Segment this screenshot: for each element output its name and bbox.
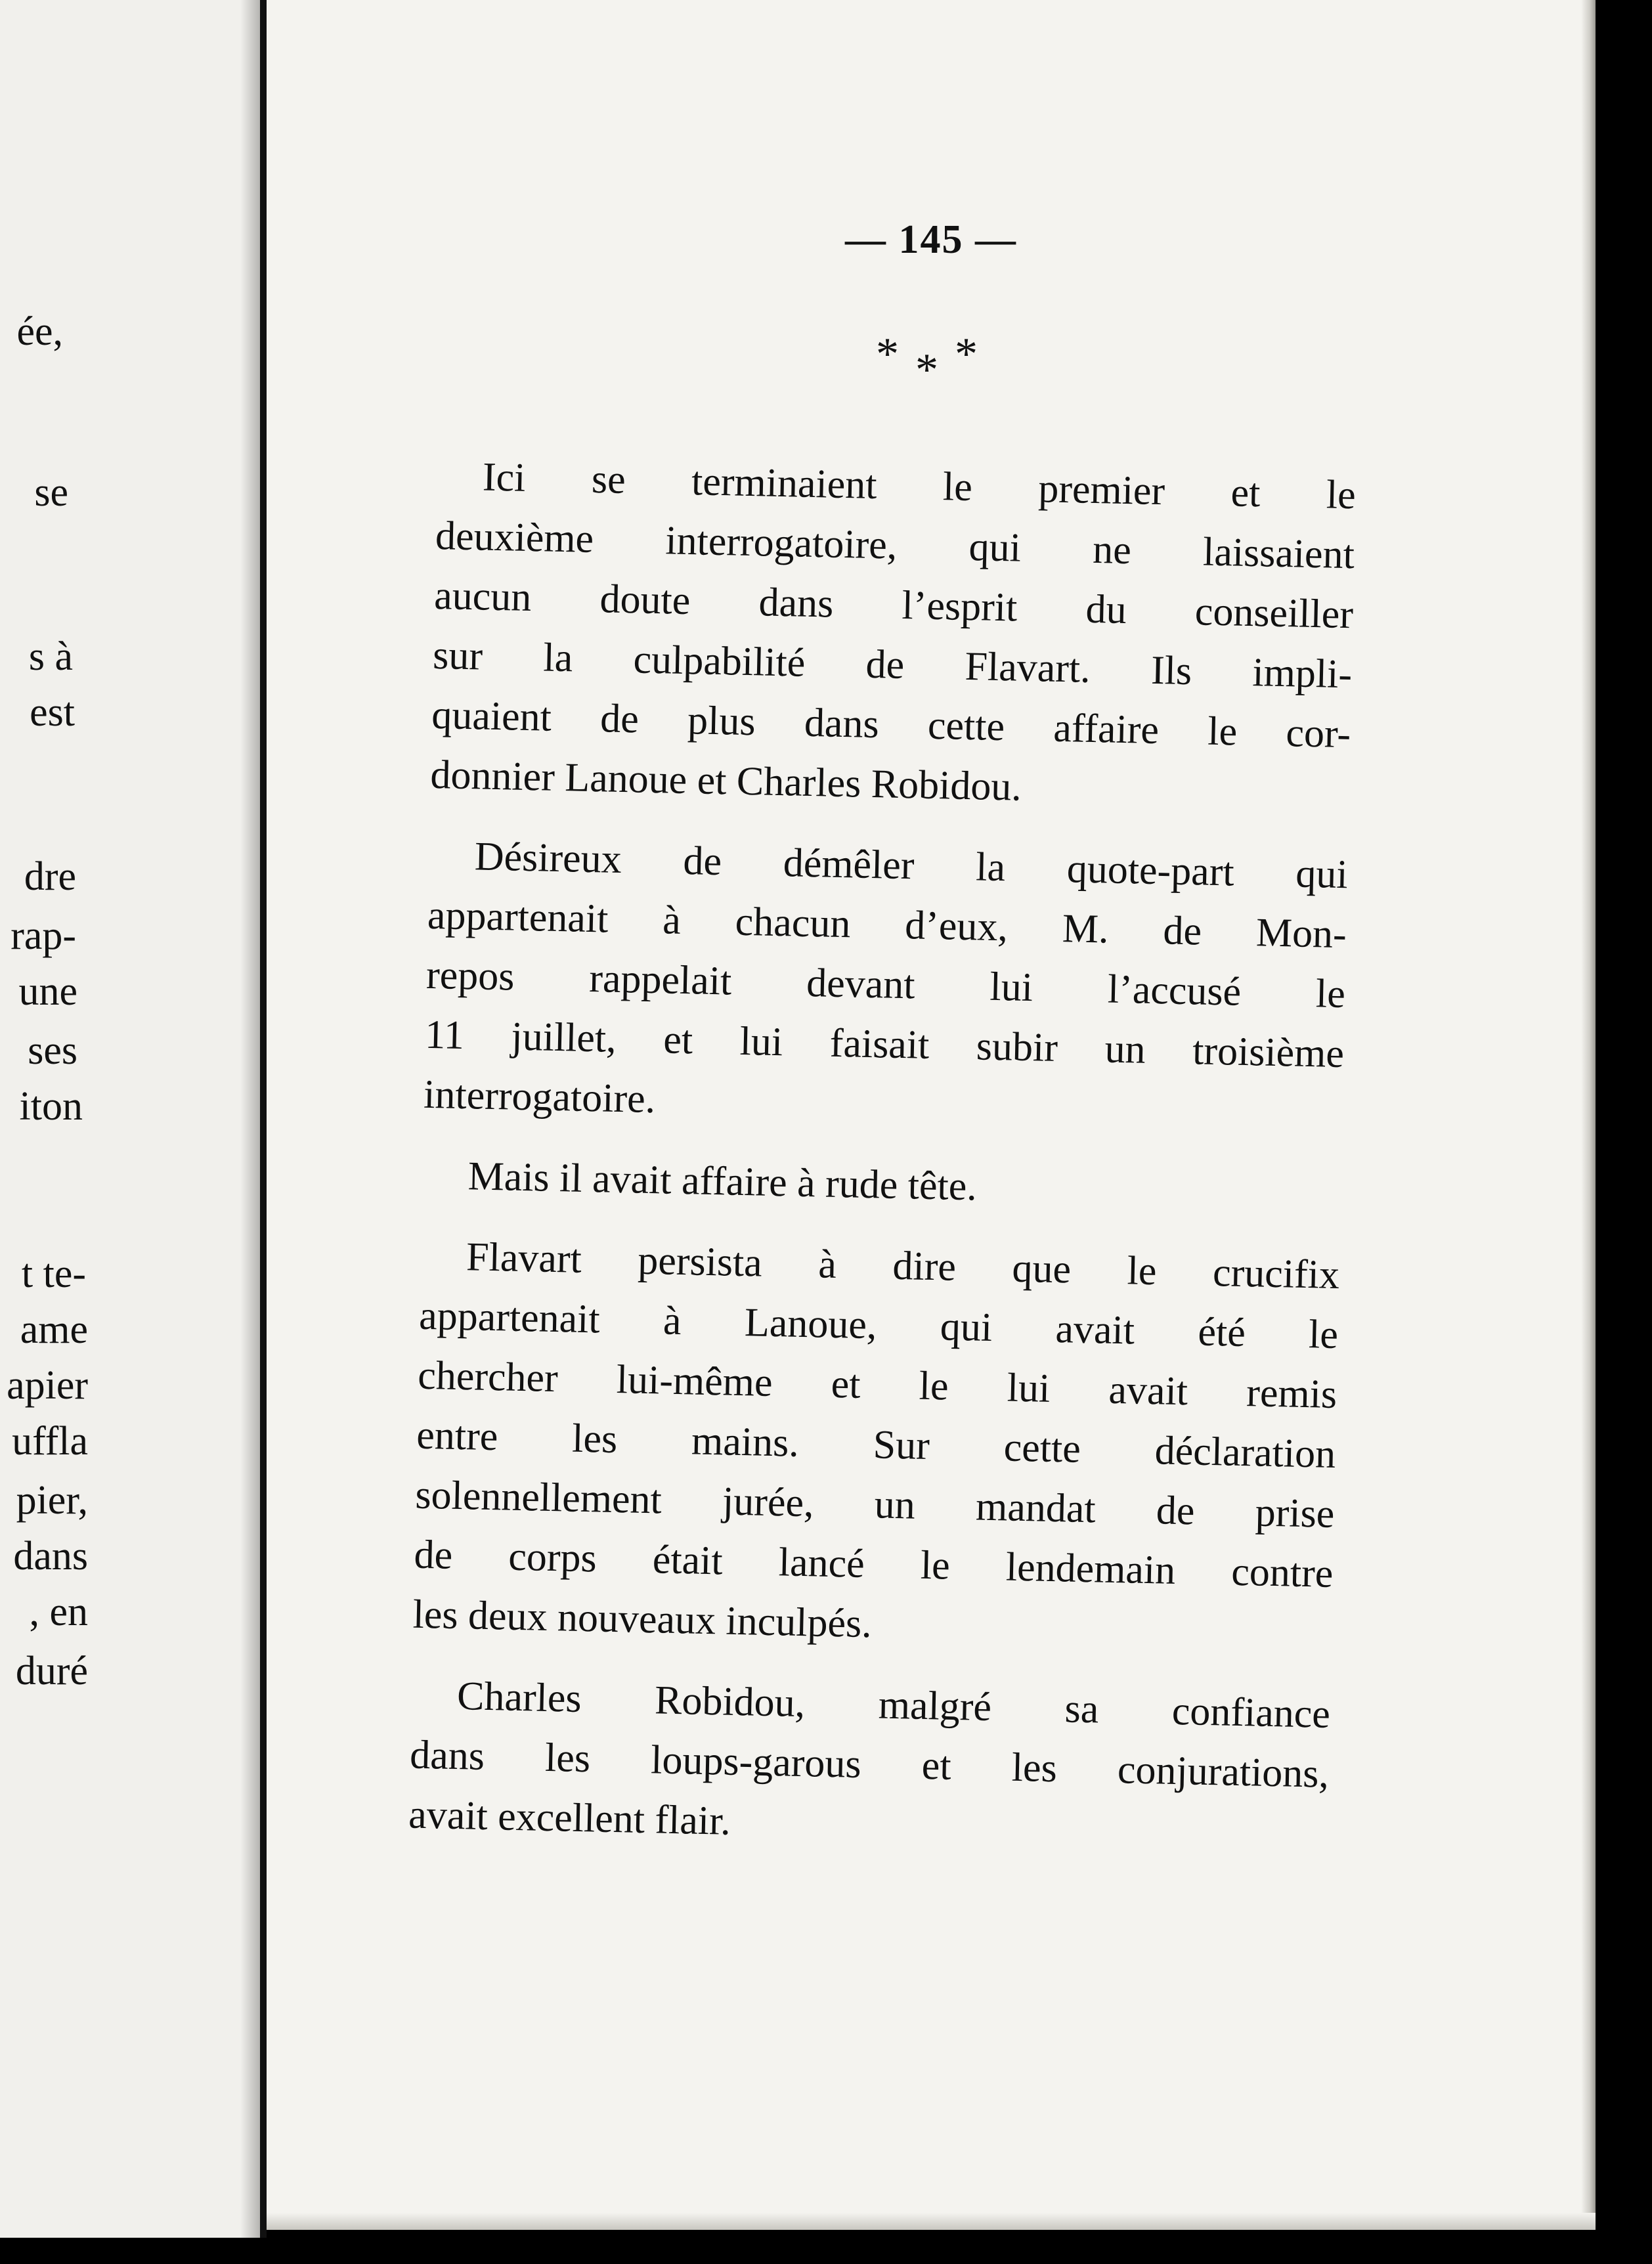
text-line: interrogatoire. xyxy=(423,1072,656,1122)
text-line: Charles Robidou, malgré sa confiance xyxy=(456,1674,1331,1737)
asterism-divider xyxy=(267,328,1596,401)
text-line: quaient de plus dans cette affaire le cor- xyxy=(431,692,1351,757)
left-page-line: ses xyxy=(28,1028,77,1073)
text-line: deuxième interrogatoire, qui ne laissaient xyxy=(435,513,1355,578)
left-page-line: uffla xyxy=(12,1419,88,1464)
left-page-line: dans xyxy=(13,1534,88,1578)
left-page-line: apier xyxy=(7,1363,88,1408)
page-number: — 145 — xyxy=(845,217,1017,262)
text-line: Ici se terminaient le premier et le xyxy=(482,454,1357,518)
asterism-star: * xyxy=(876,329,899,380)
left-page-line: pier, xyxy=(16,1478,88,1523)
left-page-line: est xyxy=(30,690,75,735)
left-page-line: dre xyxy=(24,854,76,899)
asterism-star: * xyxy=(955,329,978,380)
text-line: Mais il avait affaire à rude tête. xyxy=(467,1154,978,1209)
text-line: aucun doute dans l’esprit du conseiller xyxy=(433,573,1354,638)
left-page-line: t te- xyxy=(21,1252,86,1296)
text-line: entre les mains. Sur cette déclaration xyxy=(416,1412,1336,1477)
text-line: repos rappelait devant lui l’accusé le xyxy=(425,952,1346,1017)
text-line: chercher lui-même et le lui avait remis xyxy=(417,1353,1337,1418)
text-line: de corps était lancé le lendemain contre xyxy=(413,1532,1334,1596)
left-page-line: duré xyxy=(15,1649,88,1693)
left-page-fragment xyxy=(0,0,260,2238)
text-line: Flavart persista à dire que le crucifix xyxy=(466,1234,1340,1298)
text-line: appartenait à Lanoue, qui avait été le xyxy=(418,1293,1339,1358)
text-line: dans les loups-garous et les conjurations, xyxy=(409,1732,1330,1796)
gutter-shadow xyxy=(240,0,260,2238)
text-line: sur la culpabilité de Flavart. Ils impli- xyxy=(432,632,1353,697)
paragraph xyxy=(423,826,1348,1144)
body-text xyxy=(408,446,1357,1885)
left-page-line: , en xyxy=(29,1590,88,1634)
right-page xyxy=(267,0,1596,2230)
text-line: donnier Lanoue et Charles Robidou. xyxy=(429,752,1022,810)
paragraph xyxy=(412,1227,1340,1664)
left-page-line: une xyxy=(18,969,77,1014)
paragraph xyxy=(430,446,1357,824)
left-page-line: ée, xyxy=(16,309,63,354)
left-page-line: iton xyxy=(19,1084,83,1129)
text-line: solennellement jurée, un mandat de prise xyxy=(414,1472,1335,1536)
text-line: avait excellent flair. xyxy=(408,1792,731,1844)
left-page-line: rap- xyxy=(11,913,76,958)
left-page-line: s à xyxy=(28,634,73,679)
text-line: 11 juillet, et lui faisait subir un troisième xyxy=(424,1012,1345,1077)
paragraph xyxy=(408,1666,1330,1864)
text-line: Désireux de démêler la quote-part qui xyxy=(474,834,1349,898)
text-line: les deux nouveaux inculpés. xyxy=(412,1592,873,1647)
asterism-star: * xyxy=(915,345,938,395)
page-bottom-edge xyxy=(267,2213,1596,2230)
left-page-line: ame xyxy=(20,1307,88,1352)
text-line: appartenait à chacun d’eux, M. de Mon- xyxy=(427,892,1347,957)
book-spine xyxy=(260,0,267,2238)
left-page-line: se xyxy=(34,470,68,515)
paragraph xyxy=(422,1146,1342,1225)
